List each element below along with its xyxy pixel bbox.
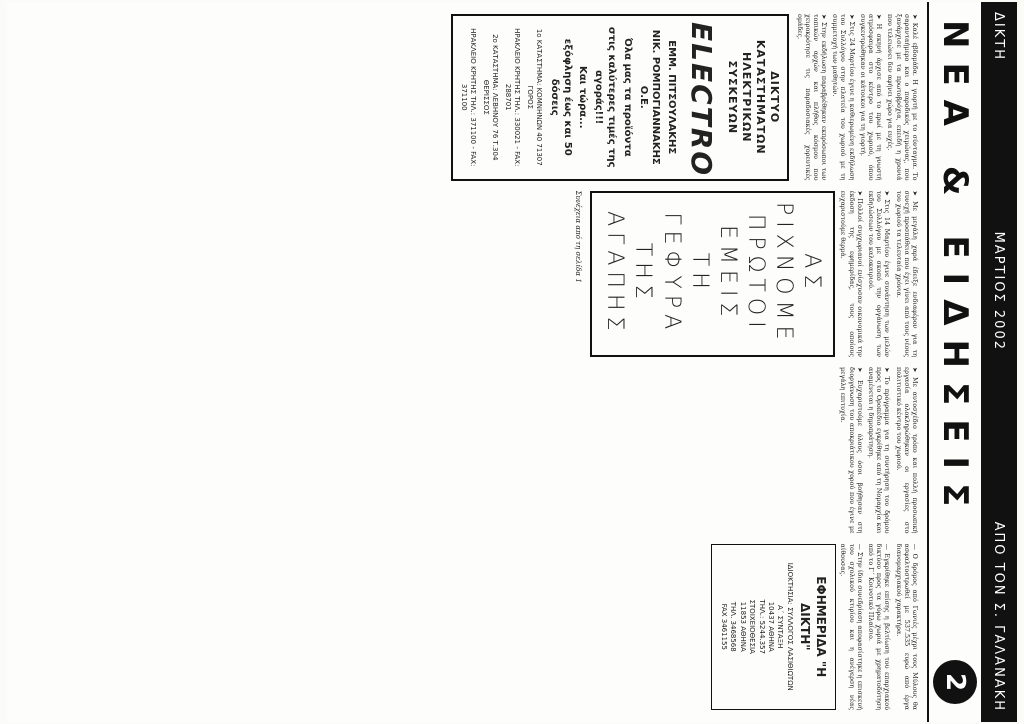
ad-title: ΔΙΚΤΥΟ ΚΑΤΑΣΤΗΜΑΤΩΝ ΗΛΕΚΤΡΙΚΩΝ ΣΥΣΚΕΥΩΝ [726, 39, 782, 155]
colophon-line: Α΄ ΣΥΝΤΑΞΗ [776, 605, 785, 649]
electro-advertisement [451, 14, 789, 181]
ad-address: 2ο ΚΑΤΑΣΤΗΜΑ: ΛΕΒΗΝΟΥ 76 Τ.304 ΘΕΡΙΣΣΟΣ [482, 34, 500, 161]
colophon-line: 10437 ΑΘΗΝΑ [767, 601, 776, 652]
paragraph: — Εγκρίθηκε επίσης η βελτίωση του επαρχιακού δικτύου προς τα γύρω χωριά με χρηματοδότηση από το Γ΄ Κοινοτικό Πλαίσιο. [867, 543, 892, 710]
column-1 [19, 14, 919, 181]
paragraph: ➤ Με μεγάλη χαρά έδειξε ενδιαφέρον για τη συνεχή προσπάθεια που έχει γίνει από τους νέους του χωριού τα τελευταία χρόνια. [894, 190, 919, 357]
ad-address: 1ο ΚΑΤΑΣΤΗΜΑ: ΚΟΜΝΗΝΩΝ 40 71307 ΓΟΡΟΣ [526, 28, 544, 166]
colophon-line: ΙΔΙΟΚΤΗΣΙΑ: ΣΥΛΛΟΓΟΣ ΛΑΣΙΘΙΩΤΩΝ [785, 562, 794, 691]
colophon-name: ΕΦΗΜΕΡΙΔΑ "Η ΔΙΚΤΗ" [798, 576, 829, 678]
paragraph: ➤ Το πρόγραμμα για τη συντήρηση του δρόμου προς το Οροπέδιο εγκρίθηκε από τη Νομαρχία και αναμένεται η δημοπράτηση. [867, 367, 892, 534]
ad-address: ΗΡΑΚΛΕΙΟ ΚΡΗΤΗΣ ΤΗΛ.: 330021 - FAX: 288701 [504, 28, 522, 167]
paragraph: ➤ Ευχαριστούμε όλους όσοι βοήθησαν στη διοργάνωση του αποκριάτικου χορού που έγινε με μεγάλη επιτυχία. [839, 367, 864, 534]
ad-owner: ΕΜΜ. ΠΙΤΣΟΥΛΑΚΗΣ [666, 40, 678, 155]
banner-line-2: ΤΗ ΓΕΦΥΡΑ ΤΗΣ ΑΓΑΠΗΣ [602, 211, 712, 337]
ad-brand-logo: ELECTRO [685, 22, 719, 178]
paragraph: ➤ Στις 14 Μαρτίου έγινε συνάντηση των μελών του Συλλόγου με σκοπό την οργάνωση των εκδηλώσεων του καλοκαιριού. [867, 190, 892, 357]
newspaper-page [7, 2, 1017, 722]
continued-caption: Συνέχεια από τη σελίδα 1 [574, 190, 583, 283]
paragraph: ➤ Στην εκδήλωση παραβρέθηκαν εκπρόσωποι των τοπικών αρχών και πλήθος κόσμου που χειροκρότησε τις παραδοσιακές χορευτικές ομάδες. [795, 14, 829, 181]
ad-company: ΝΙΚ. ΡΟΜΠΟΓΙΑΝΝΑΚΗΣ Ο.Ε. [637, 29, 662, 165]
paragraph: ➤ Στις 24 Μαρτίου έγινε η καθιερωμένη εκδήλωση του Συλλόγου στην πλατεία του χωριού με τη συμμετοχή των μαθητών. [831, 14, 856, 181]
column-4 [19, 544, 919, 711]
banner-headline [590, 191, 835, 358]
banner-line-1: ΑΣ ΡΙΧΝΟΜΕ ΠΡΩΤΟΙ ΕΜΕΙΣ [714, 202, 825, 346]
paragraph: — Στην ίδια συνεδρίαση αποφασίστηκε η επισκευή του σχολικού κτιρίου και η ανέγερση νέας αίθουσας. [839, 543, 864, 710]
page-number: 2 [933, 660, 977, 704]
ad-slogan: στις καλύτερες τιμές της αγοράς!!! [593, 26, 618, 168]
ad-slogan: εξόφληση έως και 50 δόσεις [548, 38, 573, 156]
paragraph: ➤ Πολλοί συγχωριανοί ενίσχυσαν οικονομικά την έκδοση της εφημερίδας, τους οποίους ευχαριστούμε θερμά. [839, 190, 864, 357]
masthead-date: ΜΑΡΤΙΟΣ 2002 [991, 231, 1007, 351]
column-2 [19, 191, 919, 358]
paragraph: ➤ Καλέ εβδομάδα. Η γιορτή με το σύνταγμα. Το σαρανταήμερο και ο παροδικός χειμώνας, που ξανάρχισε με τα πρωτοβρόχια, επειδή η χρονιά που τελειώνει δεν αφήνει χώρο για ευχές. [886, 14, 919, 181]
colophon-line: FAX 3461155 [719, 603, 728, 650]
colophon-line: ΤΗΛ. 3468568 [729, 601, 738, 652]
article-columns [19, 14, 919, 710]
colophon-line: 11853 ΑΘΗΝΑ [738, 601, 747, 652]
colophon-line: ΤΗΛ.: 5244.357 [757, 599, 766, 655]
ad-slogan: Και τώρα... [577, 66, 589, 129]
masthead-author: ΑΠΟ ΤΟΝ Σ. ΓΑΛΑΝΑΚΗ [991, 521, 1007, 712]
paragraph: ➤ Η σκηνή άρχισε από το πρωί με τη γνωστή ατμόσφαιρα στο κέντρο του χωριού, όπου συγκεντρώθηκαν οι κάτοικοι για τη γιορτή. [858, 14, 884, 181]
colophon-box [711, 544, 836, 711]
paragraph: ➤ Με αυτοσχέδιο τρόπο και πολλή προσωπική εργασία ολοκληρώθηκαν οι εργασίες στο πολιτιστικό κέντρο του χωριού. [894, 367, 919, 534]
headline-bar [927, 2, 981, 722]
colophon-line: ΣΤΟΙΧΕΙΟΘΕΣΙΑ [748, 599, 757, 654]
page-title: ΝΕΑ & ΕΙΔΗΣΕΙΣ [935, 20, 975, 521]
masthead [981, 2, 1017, 722]
ad-slogan: Όλα μας τα προϊόντα [621, 37, 633, 157]
ad-address: ΗΡΑΚΛΕΙΟ ΚΡΗΤΗΣ ΤΗΛ.: 371100 - FAX: 371100 [460, 28, 478, 167]
masthead-left: ΔΙΚΤΗ [991, 12, 1007, 61]
column-3 [19, 367, 919, 534]
paragraph: — Ο δρόμος από Γωνιές μέχρι τους Μύλους θα ασφαλτοστρωθεί με 537.535 ευρώ από έργα διανομαρχιακού χαρακτήρα. [894, 543, 919, 710]
